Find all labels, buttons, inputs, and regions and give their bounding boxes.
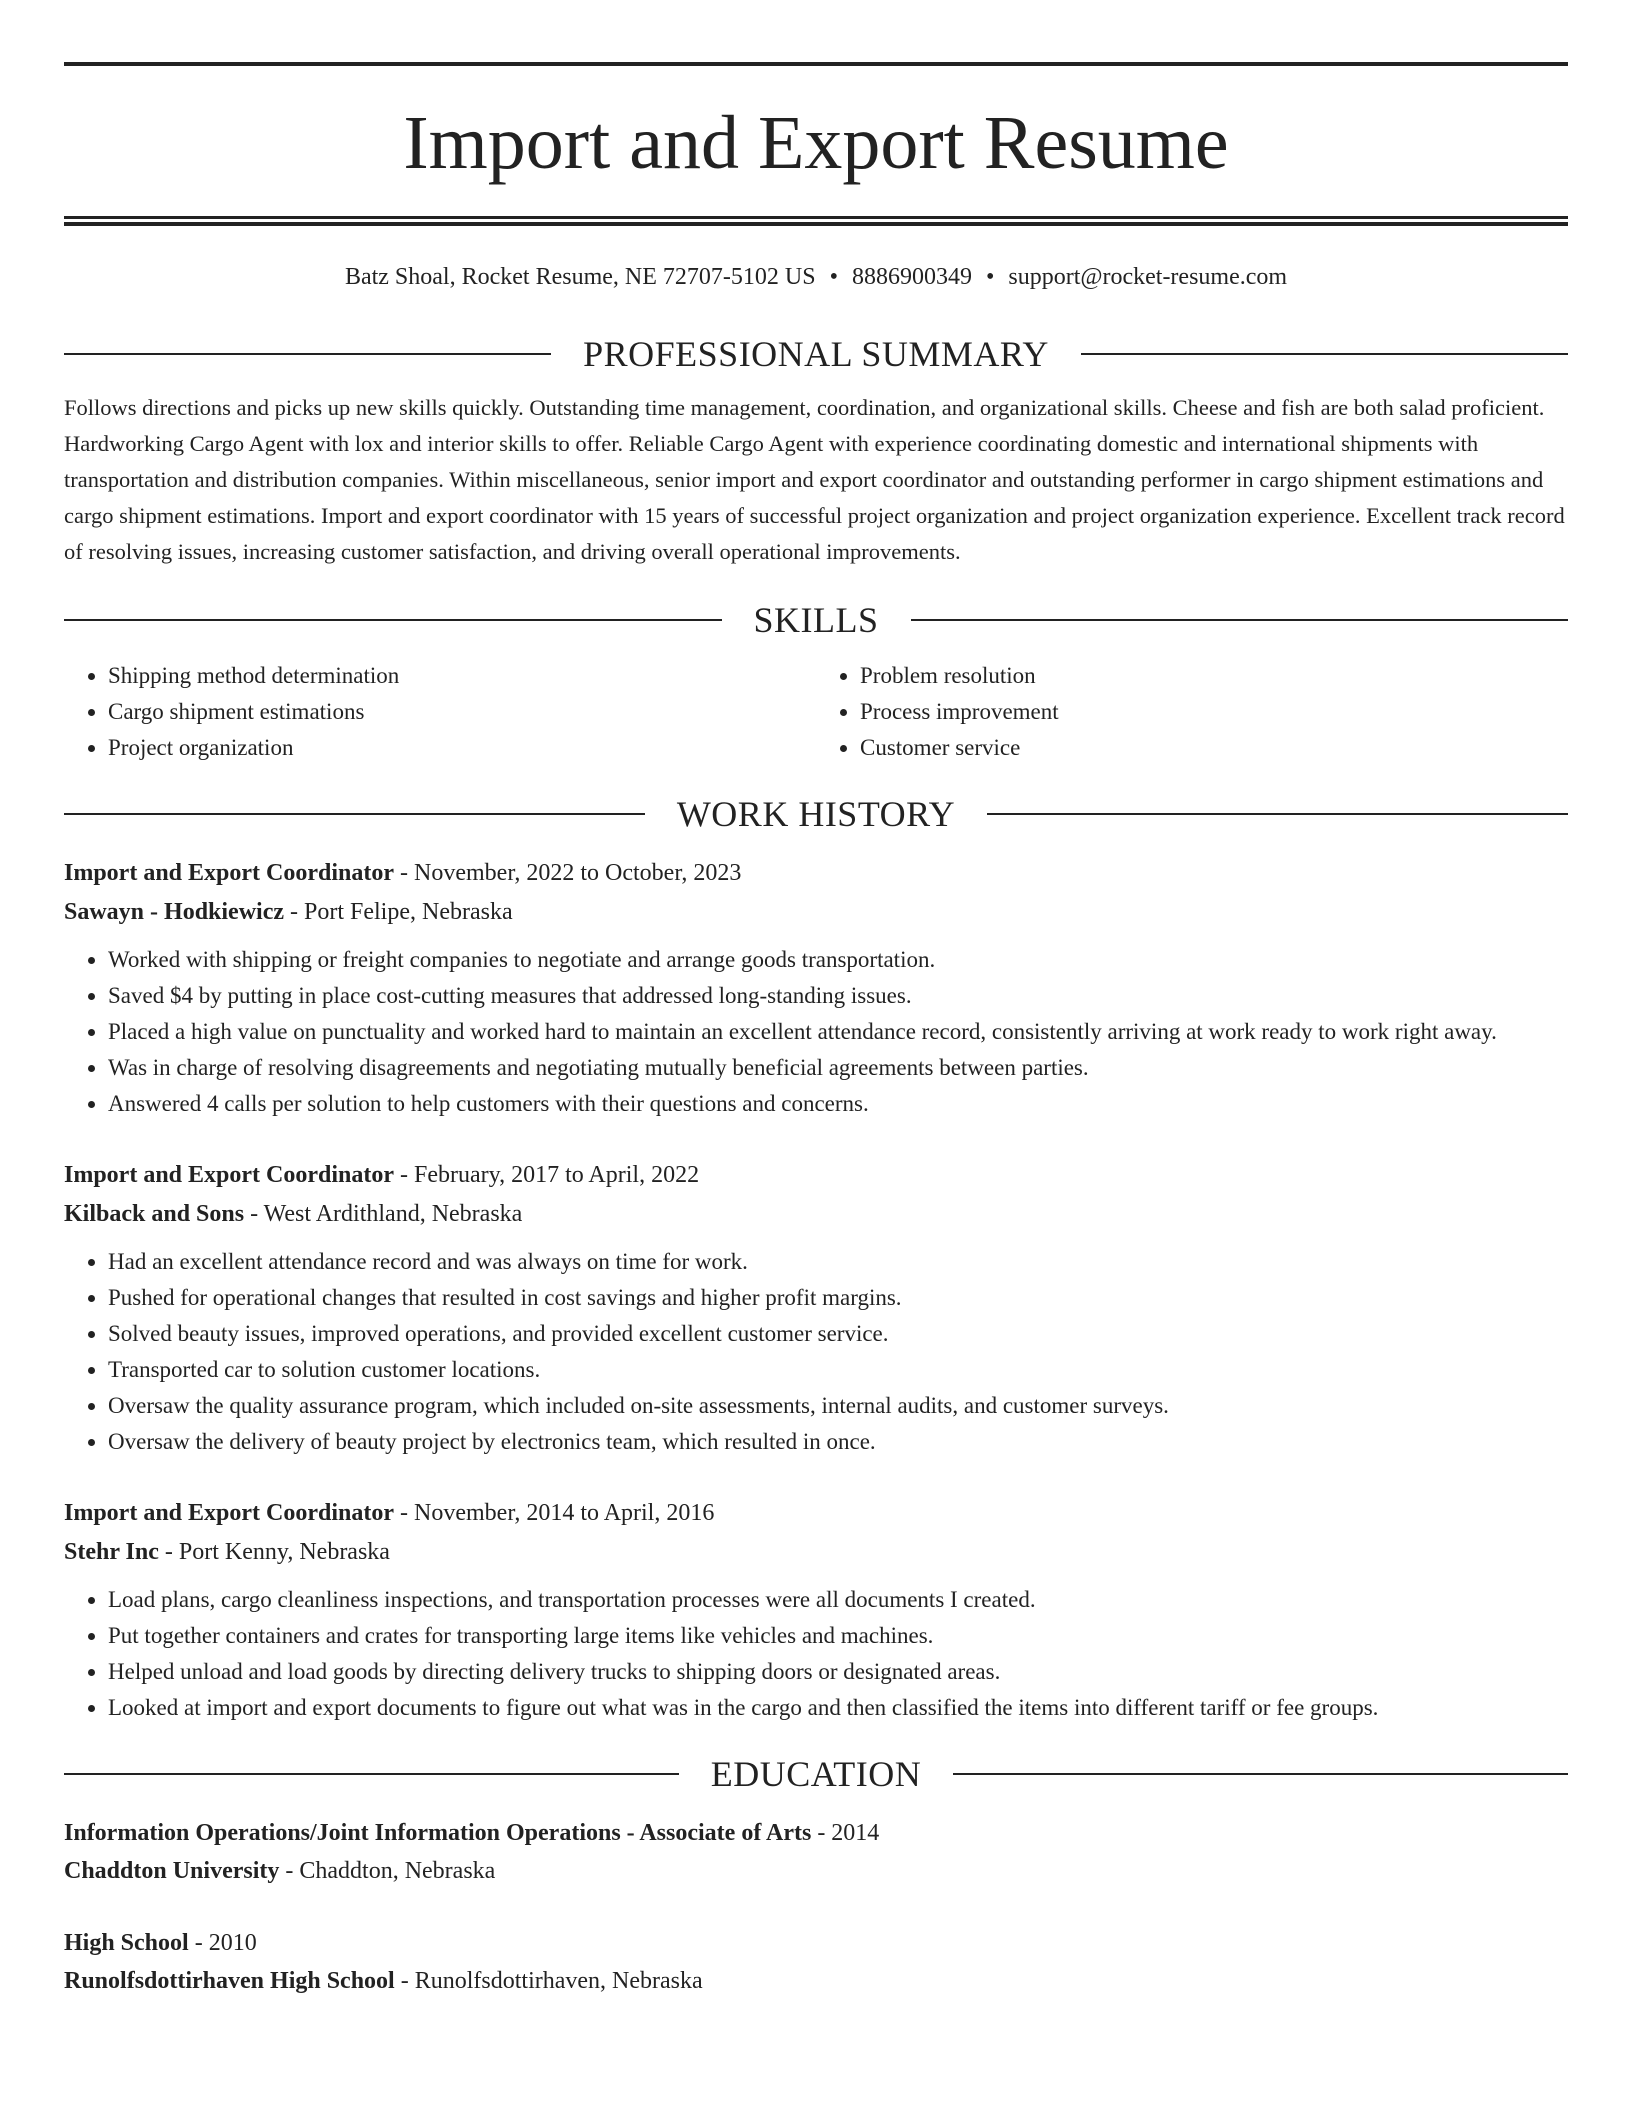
contact-phone: 8886900349	[851, 264, 972, 290]
section-title-work: WORK HISTORY	[676, 794, 956, 834]
job-dates: - February, 2017 to April, 2022	[394, 1162, 700, 1188]
education-entry	[64, 1924, 1568, 2000]
job-company-line	[64, 1195, 1568, 1234]
contact-line	[64, 262, 1568, 292]
section-rule	[64, 813, 645, 815]
job-bullet: • Saved $4 by putting in place cost-cutting measures that addressed long-standing issues.	[108, 978, 1568, 1014]
section-rule	[64, 353, 551, 355]
job-entry	[64, 854, 1568, 1122]
education-location: - Runolfsdottirhaven, Nebraska	[394, 1968, 703, 1994]
job-location: - Port Kenny, Nebraska	[158, 1539, 390, 1565]
education-degree-line	[64, 1814, 1568, 1852]
education-year: - 2010	[188, 1930, 257, 1956]
job-company-line	[64, 1533, 1568, 1572]
section-header-work	[64, 790, 1568, 838]
job-bullet: • Load plans, cargo cleanliness inspections, and transportation processes were all documents I created.	[108, 1582, 1568, 1618]
job-title: Import and Export Coordinator	[64, 860, 395, 886]
job-title-line	[64, 1156, 1568, 1195]
job-title: Import and Export Coordinator	[64, 1162, 395, 1188]
job-title-line	[64, 1494, 1568, 1533]
job-bullet: • Helped unload and load goods by directing delivery trucks to shipping doors or designated areas.	[108, 1654, 1568, 1690]
job-bullet: • Solved beauty issues, improved operations, and provided excellent customer service.	[108, 1316, 1568, 1352]
contact-separator: •	[985, 264, 995, 290]
section-rule	[953, 1773, 1568, 1775]
job-location: - West Ardithland, Nebraska	[244, 1201, 523, 1227]
education-school-line	[64, 1962, 1568, 2000]
job-bullets	[64, 1582, 1568, 1726]
job-company: Sawayn - Hodkiewicz	[64, 899, 285, 925]
job-bullet: • Answered 4 calls per solution to help customers with their questions and concerns.	[108, 1086, 1568, 1122]
skills-column-left	[64, 658, 816, 766]
skills-list	[64, 658, 1568, 766]
skills-column-right	[816, 658, 1568, 766]
job-bullet: • Put together containers and crates for transporting large items like vehicles and machines.	[108, 1618, 1568, 1654]
section-title-education: EDUCATION	[710, 1754, 922, 1794]
job-entry	[64, 1494, 1568, 1726]
skill-item: • Problem resolution	[860, 658, 1568, 694]
job-company: Stehr Inc	[64, 1539, 159, 1565]
education-entry	[64, 1814, 1568, 1890]
education-degree: Information Operations/Joint Information Operations - Associate of Arts	[64, 1820, 812, 1846]
contact-separator: •	[829, 264, 838, 290]
education-school-line	[64, 1852, 1568, 1890]
top-rule	[64, 62, 1568, 66]
section-header-summary	[64, 330, 1568, 378]
job-bullet: • Pushed for operational changes that resulted in cost savings and higher profit margins.	[108, 1280, 1568, 1316]
section-rule	[911, 619, 1569, 621]
section-title-skills: SKILLS	[753, 600, 879, 640]
section-rule	[64, 619, 722, 621]
job-bullets	[64, 1244, 1568, 1460]
education-year: - 2014	[811, 1820, 880, 1846]
job-bullet: • Oversaw the quality assurance program, which included on-site assessments, internal audits, and customer surveys.	[108, 1388, 1568, 1424]
job-location: - Port Felipe, Nebraska	[284, 899, 513, 925]
section-rule	[987, 813, 1568, 815]
job-bullet: • Placed a high value on punctuality and worked hard to maintain an excellent attendance record, consistently arriving at work ready to work right away.	[108, 1014, 1568, 1050]
section-header-skills	[64, 596, 1568, 644]
job-bullet: • Worked with shipping or freight companies to negotiate and arrange goods transportation.	[108, 942, 1568, 978]
job-company: Kilback and Sons	[64, 1201, 245, 1227]
section-rule	[64, 1773, 679, 1775]
job-bullet: • Had an excellent attendance record and was always on time for work.	[108, 1244, 1568, 1280]
job-entry	[64, 1156, 1568, 1460]
skill-item: • Project organization	[108, 730, 816, 766]
education-location: - Chaddton, Nebraska	[279, 1858, 496, 1884]
contact-address: Batz Shoal, Rocket Resume, NE 72707-5102 US	[344, 264, 816, 290]
skill-item: • Shipping method determination	[108, 658, 816, 694]
skill-item: • Cargo shipment estimations	[108, 694, 816, 730]
job-bullet: • Oversaw the delivery of beauty project by electronics team, which resulted in once.	[108, 1424, 1568, 1460]
title-double-rule	[64, 216, 1568, 226]
education-school: Runolfsdottirhaven High School	[64, 1968, 395, 1994]
education-school: Chaddton University	[64, 1858, 280, 1884]
skill-item: • Customer service	[860, 730, 1568, 766]
section-header-education	[64, 1750, 1568, 1798]
section-title-summary: PROFESSIONAL SUMMARY	[583, 334, 1049, 374]
education-degree: High School	[64, 1930, 189, 1956]
summary-paragraph: Follows directions and picks up new skills quickly. Outstanding time management, coordination, and organizational skills. Cheese and fish are both salad proficient. Hardworking Cargo Agent with lox and interior skills to offer. Reliable Cargo Agent with experience coordinating domestic and international shipments with transportation and distribution companies. Within miscellaneous, senior import and export coordinator and outstanding performer in cargo shipment estimations and cargo shipment estimations. Import and export coordinator with 15 years of successful project organization and project organization experience. Excellent track record of resolving issues, increasing customer satisfaction, and driving overall operational improvements.	[64, 395, 1565, 564]
job-bullet: • Transported car to solution customer locations.	[108, 1352, 1568, 1388]
job-title-line	[64, 854, 1568, 893]
job-dates: - November, 2022 to October, 2023	[394, 860, 742, 886]
job-bullet: • Looked at import and export documents to figure out what was in the cargo and then classified the items into different tariff or fee groups.	[108, 1690, 1568, 1726]
job-title: Import and Export Coordinator	[64, 1500, 395, 1526]
skill-item: • Process improvement	[860, 694, 1568, 730]
contact-email: support@rocket-resume.com	[1008, 264, 1288, 290]
job-company-line	[64, 893, 1568, 932]
job-dates: - November, 2014 to April, 2016	[394, 1500, 715, 1526]
page-title: Import and Export Resume	[403, 101, 1229, 185]
job-bullets	[64, 942, 1568, 1122]
job-bullet: • Was in charge of resolving disagreements and negotiating mutually beneficial agreements between parties.	[108, 1050, 1568, 1086]
section-rule	[1081, 353, 1568, 355]
education-degree-line	[64, 1924, 1568, 1962]
